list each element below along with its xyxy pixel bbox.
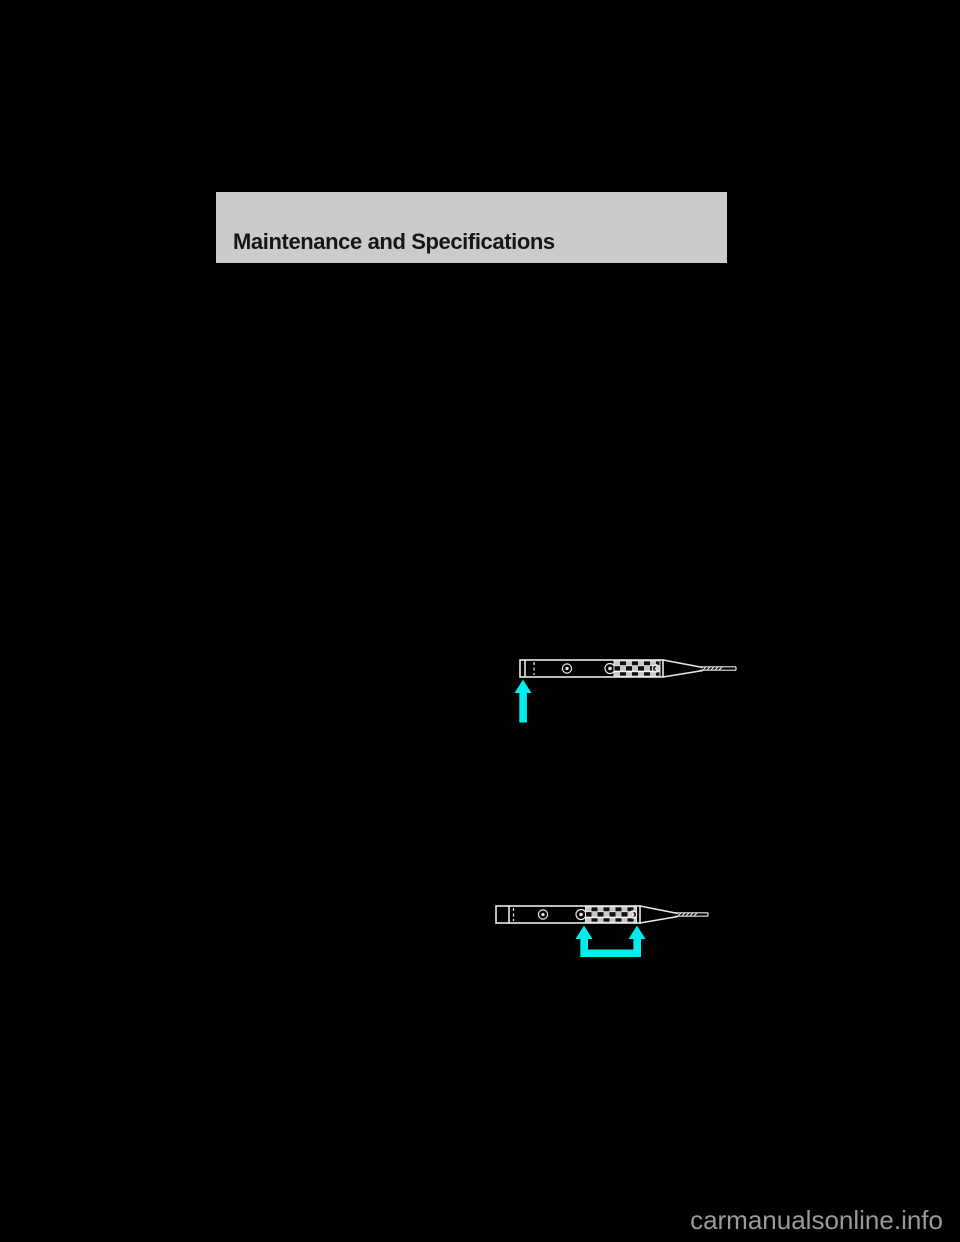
watermark-text: carmanualsonline.info <box>690 1205 943 1235</box>
dipstick-rod-icon <box>640 906 708 923</box>
section-header-banner <box>216 192 727 263</box>
range-bracket-arrows-icon <box>576 926 646 958</box>
section-title: Maintenance and Specifications <box>233 229 555 254</box>
dipstick-figure-1 <box>495 645 745 730</box>
crosshatch-band <box>614 661 660 676</box>
dipstick-blade-icon <box>496 906 640 923</box>
dipstick-rod-icon <box>663 660 736 677</box>
dipstick-figure-2 <box>475 895 720 965</box>
up-arrow-icon <box>515 680 532 723</box>
dipstick-blade-icon <box>520 660 663 677</box>
